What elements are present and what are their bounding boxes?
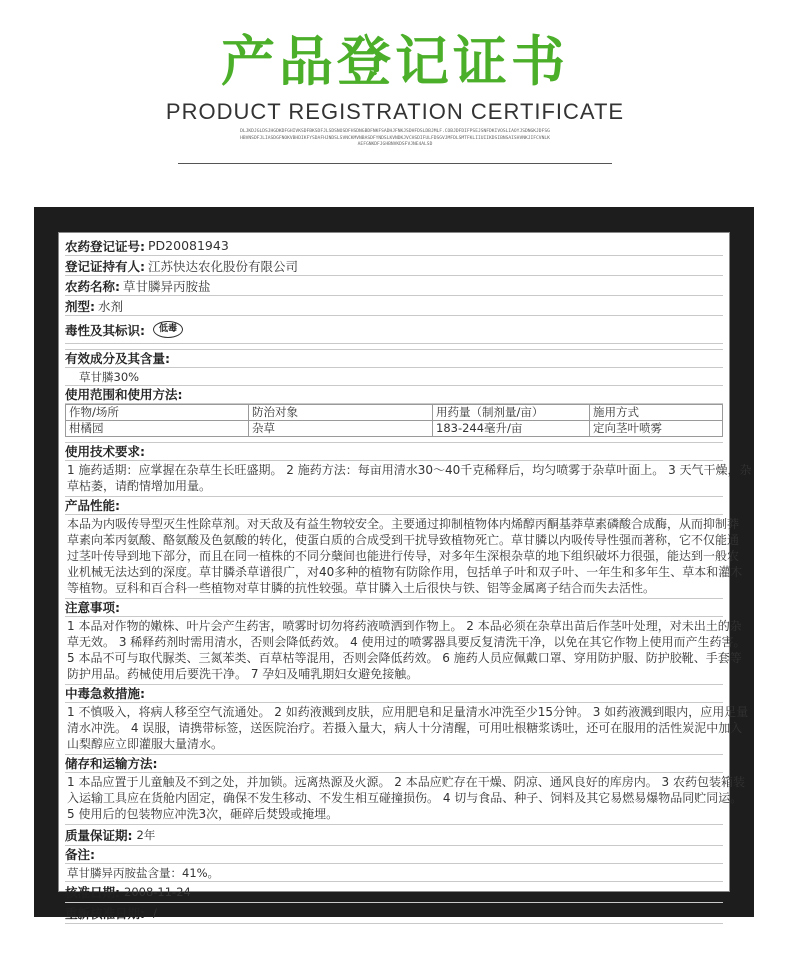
perf-line: 过茎叶传导到地下部分，而且在同一植株的不同分蘖间也能进行传导，对多年生深根杂草的地下组织破坏力很强，能达到一般农	[67, 549, 740, 563]
reapprove-label: 重新核准日期:	[65, 906, 145, 921]
header-divider	[178, 163, 612, 164]
usage-header-method: 施用方式	[590, 405, 723, 421]
aid-line: 山梨醇应立即灌服大量清水。	[67, 737, 224, 751]
caution-text	[65, 617, 746, 685]
name-value: 草甘膦异丙胺盐	[123, 278, 211, 294]
tech-line: 1 施药适期：应掌握在杂草生长旺盛期。 2 施药方法：每亩用清水30～40千克稀释后，均匀喷雾于杂草叶面上。 3 天气干燥，杂	[67, 463, 752, 477]
aid-text	[65, 703, 749, 755]
approve-label: 核准日期:	[65, 885, 120, 900]
title-chinese: 产品登记证书	[221, 30, 569, 93]
table-row	[66, 421, 723, 437]
toxicity-row	[65, 316, 723, 344]
holder-value: 江苏快达农化股份有限公司	[148, 258, 299, 274]
reapprove-value: /	[153, 906, 157, 920]
usage-cell-crop: 柑橘园	[66, 421, 249, 437]
page-header	[0, 0, 790, 175]
decorative-letter-noise: DLJKDJGLDSJHGDKDFGHIVKSDFBKSDFJLSDSNOSDFHSDNGBDFNKFSADHJFNKJSDHFDSLDBJMLF.COBJDFDIFPSEJSNFDKIVOSLIAOYJSDNGKJDFSGHBVNSDFJLIASDGFNOKVBHDIKFYSDAFHJNDSLSVNCKMVNBASDFYNDSLKVNDKJVCHSDIFULFDSGVJMFDLSMTFKLIIUIIKDSIBNSAISHVNKJIFCVNLKAEFGNKDFJGHBNVKDSFVJNE4ALSD	[240, 129, 550, 147]
perf-text	[65, 515, 743, 599]
storage-line: 1 本品应置于儿童触及不到之处，并加锁。远离热源及火源。 2 本品应贮存在干燥、阴凉、通风良好的库房内。 3 农药包装箱装	[67, 775, 745, 789]
reapprove-row	[65, 903, 723, 924]
storage-line: 入运输工具应在货舱内固定，确保不发生移动、不发生相互碰撞损伤。 4 切与食品、种子、饲料及其它易燃易爆物品同贮同运。	[67, 791, 743, 805]
approve-value: 2008-11-24	[124, 885, 191, 899]
reg-no-value: PD20081943	[148, 238, 229, 253]
toxicity-label: 毒性及其标识:	[65, 322, 145, 338]
caution-line: 1 本品对作物的嫩株、叶片会产生药害，喷雾时切勿将药液喷洒到作物上。 2 本品必须在杂草出苗后作茎叶处理，对未出土的杂	[67, 619, 742, 633]
reg-no-row	[65, 236, 723, 256]
certificate-sheet	[58, 232, 752, 921]
aid-label: 中毒急救措施:	[65, 685, 723, 703]
form-value: 水剂	[98, 298, 124, 314]
perf-line: 草素向苯丙氨酸、酪氨酸及色氨酸的转化，使蛋白质的合成受到干扰导致植物死亡。草甘膦以内吸传导性强而著称，它不仅能通	[67, 533, 740, 547]
storage-label: 储存和运输方法:	[65, 755, 723, 773]
usage-table	[65, 404, 723, 437]
approve-row	[65, 882, 723, 903]
form-row	[65, 296, 723, 316]
holder-row	[65, 256, 723, 276]
remark-value: 草甘膦异丙胺盐含量：41%。	[65, 864, 723, 882]
ingredient-value: 草甘膦30%	[65, 368, 723, 386]
warranty-value: 2年	[136, 828, 156, 842]
usage-header-target: 防治对象	[249, 405, 433, 421]
usage-label: 使用范围和使用方法:	[65, 386, 723, 404]
warranty-row	[65, 825, 723, 846]
usage-cell-method: 定向茎叶喷雾	[590, 421, 723, 437]
caution-label: 注意事项:	[65, 599, 723, 617]
reg-no-label: 农药登记证号:	[65, 238, 145, 254]
remark-label: 备注:	[65, 846, 723, 864]
aid-line: 清水冲洗。 4 误服，请携带标签，送医院治疗。若摄入量大，病人十分清醒，可用吐根糖浆诱吐，还可在服用的活性炭泥中加入	[67, 721, 743, 735]
caution-line: 防护用品。药械使用后要洗干净。 7 孕妇及哺乳期妇女避免接触。	[67, 667, 419, 681]
storage-line: 5 使用后的包装物应冲洗3次，砸碎后焚毁或掩埋。	[67, 807, 339, 821]
form-label: 剂型:	[65, 298, 95, 314]
toxicity-badge-icon: 低毒	[153, 321, 183, 338]
perf-label: 产品性能:	[65, 497, 723, 515]
tech-label: 使用技术要求:	[65, 443, 723, 461]
holder-label: 登记证持有人:	[65, 258, 145, 274]
perf-line: 业机械无法达到的深度。草甘膦杀草谱很广，对40多种的植物有防除作用，包括单子叶和双子叶、一年生和多年生、草本和灌木	[67, 565, 743, 579]
perf-line: 等植物。豆科和百合科一些植物对草甘膦的抗性较强。草甘膦入土后很快与铁、铝等金属离子结合而失去活性。	[67, 581, 656, 595]
usage-header-dose: 用药量（制剂量/亩）	[433, 405, 590, 421]
warranty-label: 质量保证期:	[65, 828, 133, 843]
usage-cell-target: 杂草	[249, 421, 433, 437]
caution-line: 5 本品不可与取代脲类、三氮苯类、百草枯等混用，否则会降低药效。 6 施药人员应佩戴口罩、穿用防护服、防护胶靴、手套等	[67, 651, 742, 665]
caution-line: 草无效。 3 稀释药剂时需用清水，否则会降低药效。 4 使用过的喷雾器具要反复清洗干净，以免在其它作物上使用而产生药害。	[67, 635, 746, 649]
storage-text	[65, 773, 745, 825]
tech-line: 草枯萎，请酌情增加用量。	[67, 479, 212, 493]
title-english: PRODUCT REGISTRATION CERTIFICATE	[165, 99, 625, 124]
usage-table-header	[66, 405, 723, 421]
name-row	[65, 276, 723, 296]
aid-line: 1 不慎吸入，将病人移至空气流通处。 2 如药液溅到皮肤，应用肥皂和足量清水冲洗至少15分钟。 3 如药液溅到眼内，应用足量	[67, 705, 749, 719]
usage-header-crop: 作物/场所	[66, 405, 249, 421]
ingredient-label: 有效成分及其含量:	[65, 350, 723, 368]
name-label: 农药名称:	[65, 278, 120, 294]
perf-line: 本品为内吸传导型灭生性除草剂。对天敌及有益生物较安全。主要通过抑制植物体内烯醇丙酮基莽草素磷酸合成酶，从而抑制莽	[67, 517, 740, 531]
usage-cell-dose: 183-244毫升/亩	[433, 421, 590, 437]
tech-text	[65, 461, 752, 497]
